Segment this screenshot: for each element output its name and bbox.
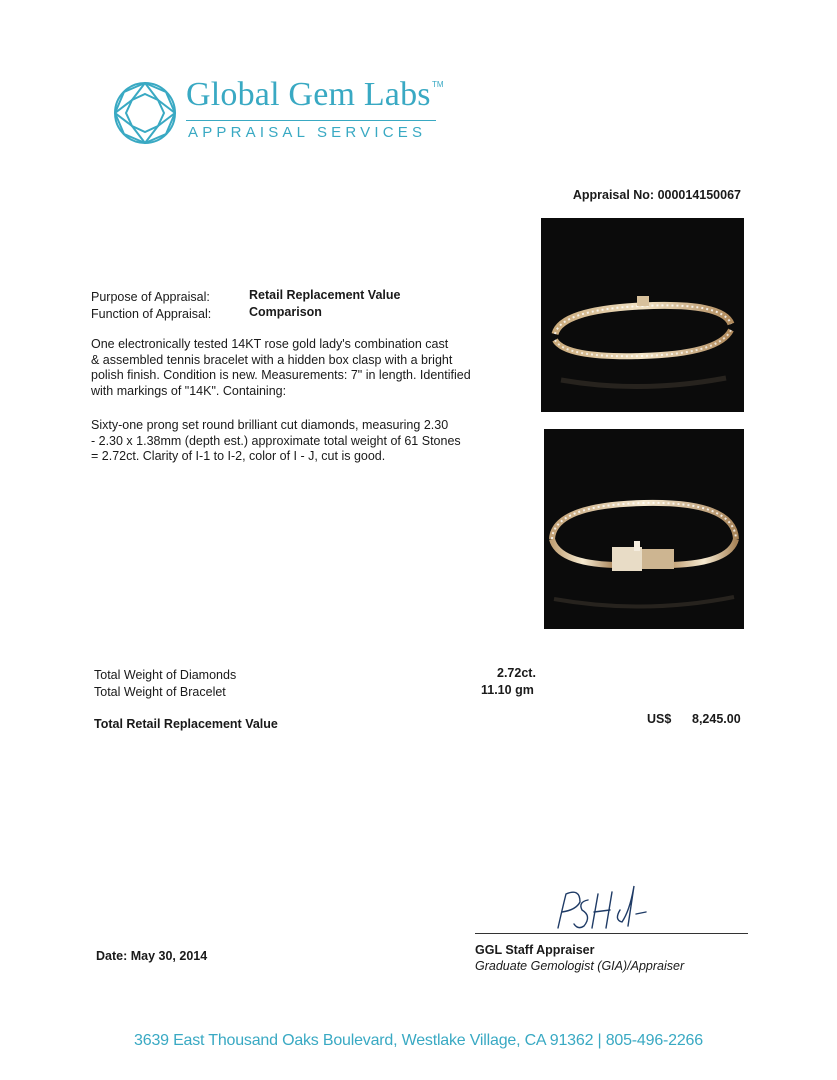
function-label: Function of Appraisal: (91, 307, 212, 321)
total-weight-diamonds-value: 2.72ct. (497, 666, 536, 680)
total-weight-bracelet-label: Total Weight of Bracelet (94, 685, 226, 699)
total-retail-value-label: Total Retail Replacement Value (94, 717, 278, 731)
stones-line: Sixty-one prong set round brilliant cut diamonds, measuring 2.30 (91, 418, 449, 432)
brand-divider (186, 120, 436, 121)
bracelet-photo-bottom (544, 429, 744, 629)
description-line: & assembled tennis bracelet with a hidden box clasp with a bright (91, 352, 453, 367)
total-retail-value: 8,245.00 (692, 712, 741, 726)
currency-code: US$ (647, 712, 672, 726)
appraiser-credentials: Graduate Gemologist (GIA)/Appraiser (475, 959, 685, 973)
item-description (91, 337, 516, 399)
total-weight-bracelet-value: 11.10 gm (481, 683, 534, 697)
appraisal-number: Appraisal No: 000014150067 (572, 188, 741, 202)
purpose-value: Retail Replacement Value (249, 288, 401, 302)
footer-address: 3639 East Thousand Oaks Boulevard, Westlake Village, CA 91362 | 805-496-2266 (134, 1032, 703, 1049)
brand-subtitle: APPRAISAL SERVICES (188, 124, 427, 141)
diamond-outline-icon (112, 80, 178, 146)
description-line: with markings of "14K". Containing: (91, 383, 287, 398)
stones-line: = 2.72ct. Clarity of I-1 to I-2, color of I - J, cut is good. (91, 449, 386, 463)
trademark-mark: TM (432, 80, 444, 89)
stones-line: - 2.30 x 1.38mm (depth est.) approximate total weight of 61 Stones (91, 433, 461, 448)
appraisal-date: Date: May 30, 2014 (96, 949, 208, 963)
appraiser-signature (540, 880, 650, 940)
signature-line (475, 933, 748, 934)
total-weight-diamonds-label: Total Weight of Diamonds (94, 668, 237, 682)
purpose-label: Purpose of Appraisal: (91, 290, 210, 304)
brand-name: Global Gem Labs (186, 76, 431, 113)
bracelet-photo-top (541, 218, 744, 412)
appraiser-title: GGL Staff Appraiser (475, 943, 595, 957)
description-line: polish finish. Condition is new. Measurements: 7" in length. Identified (91, 368, 471, 382)
description-line: One electronically tested 14KT rose gold lady's combination cast (91, 337, 449, 351)
function-value: Comparison (249, 305, 322, 319)
stones-description (91, 418, 516, 465)
